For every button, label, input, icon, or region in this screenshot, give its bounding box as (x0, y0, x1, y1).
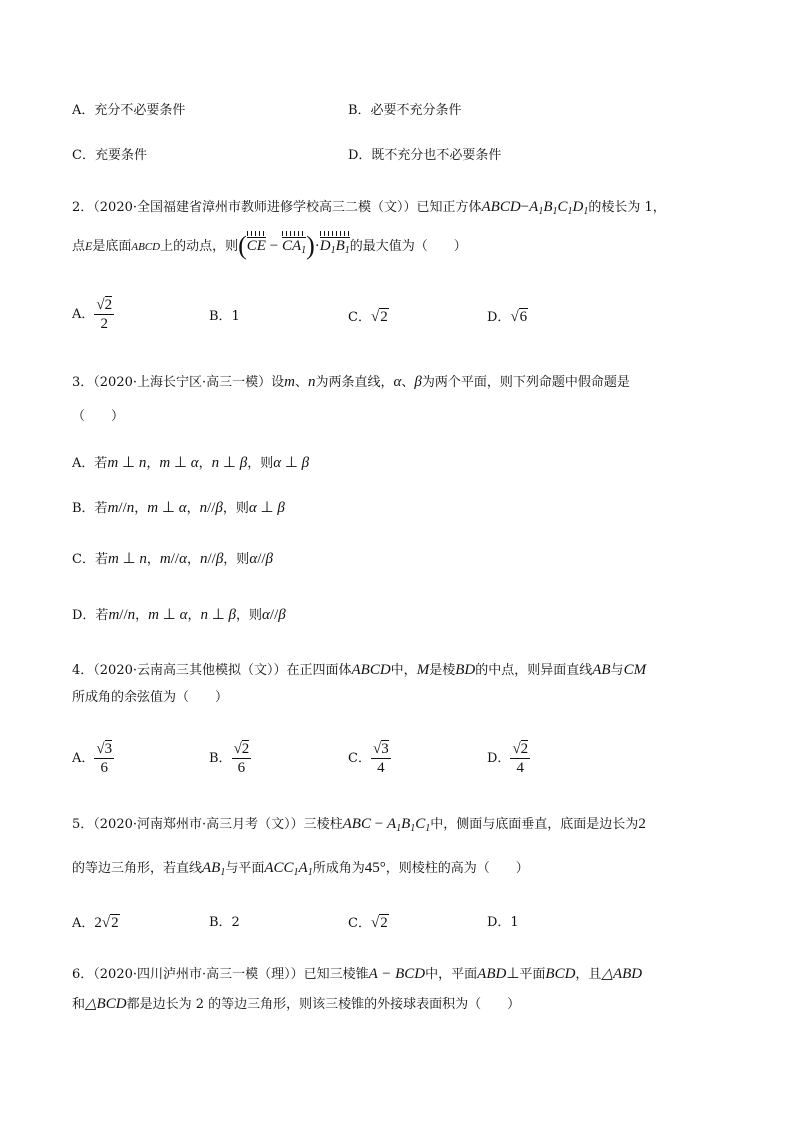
q4-option-c: C． $\frac{√3}{4}$ (348, 741, 389, 776)
q2-stem-line1: 2．（2020·全国福建省漳州市教师进修学校高三二模（文））已知正方体$ABCD-A_1B_1C_1D_1$的棱长为 1， (72, 199, 666, 217)
q5-option-a: A．2√2 (72, 915, 119, 931)
q2-option-b: B．1 (209, 309, 240, 324)
q3-stem: 3．（2020·上海长宁区·高三一模）设m、n为两条直线，α、β为两个平面，则下列命题中假命题是 (72, 374, 630, 390)
q4-stem-line1: 4．（2020·云南高三其他模拟（文））在正四面体ABCD中，M是棱BD的中点，则异面直线AB与CM (72, 662, 647, 678)
q1-option-b: B．必要不充分条件 (348, 103, 462, 118)
q6-stem-line2: 和△BCD都是边长为 2 的等边三角形，则该三棱锥的外接球表面积为（ ） (72, 996, 521, 1012)
q4-option-a: A． $\frac{√3}{6}$ (72, 741, 113, 776)
q3-paren: （ ） (72, 409, 125, 424)
q3-option-c: C．若m ⊥ n，m//α，n//β，则α//β (72, 551, 274, 567)
vector-ca1: $CA_1$ (282, 236, 306, 256)
q5-option-d: D．1 (487, 915, 519, 930)
q1-option-a: A．充分不必要条件 (72, 103, 186, 118)
q2-option-a: A． $\frac{√2}{2}$ (72, 297, 113, 332)
q5-option-b: B．2 (209, 915, 240, 930)
q3-option-a: A．若m ⊥ n，m ⊥ α，n ⊥ β，则α ⊥ β (72, 455, 310, 471)
q3-option-d: D．若m//n，m ⊥ α，n ⊥ β，则α//β (72, 607, 286, 623)
q5-stem-line1: 5．（2020·河南郑州市·高三月考（文））三棱柱ABC − $A_1B_1C_1$中，侧面与底面垂直，底面是边长为2 (72, 816, 646, 834)
q1-option-c: C．充要条件 (72, 148, 147, 163)
vector-ce: CE (247, 236, 266, 256)
q2-option-d: D．√6 (487, 309, 528, 325)
q5-option-c: C．√2 (348, 915, 388, 931)
q6-stem-line1: 6．（2020·四川泸州市·高三一模（理））已知三棱锥A − BCD中，平面ABD⊥平面BCD，且△ABD (72, 966, 643, 982)
q2-option-c: C．√2 (348, 309, 388, 325)
vector-d1b1: $D_1B_1$ (320, 236, 350, 256)
q4-option-d: D． $\frac{√2}{4}$ (487, 741, 529, 776)
q1-option-d: D．既不充分也不必要条件 (348, 148, 502, 163)
q3-option-b: B．若m//n，m ⊥ α，n//β，则α ⊥ β (72, 500, 285, 516)
q4-stem-line2: 所成角的余弦值为（ ） (72, 690, 229, 705)
q4-option-b: B． $\frac{√2}{6}$ (209, 741, 250, 776)
q2-stem-line2: 点E是底面ABCD上的动点，则( CE − $CA_1)\cdot$ $D_1B_1$的最大值为（ ） (72, 231, 467, 260)
q5-stem-line2: 的等边三角形，若直线$AB_1$与平面$ACC_1A_1$所成角为45°，则棱柱的高为（ ） (72, 860, 529, 878)
